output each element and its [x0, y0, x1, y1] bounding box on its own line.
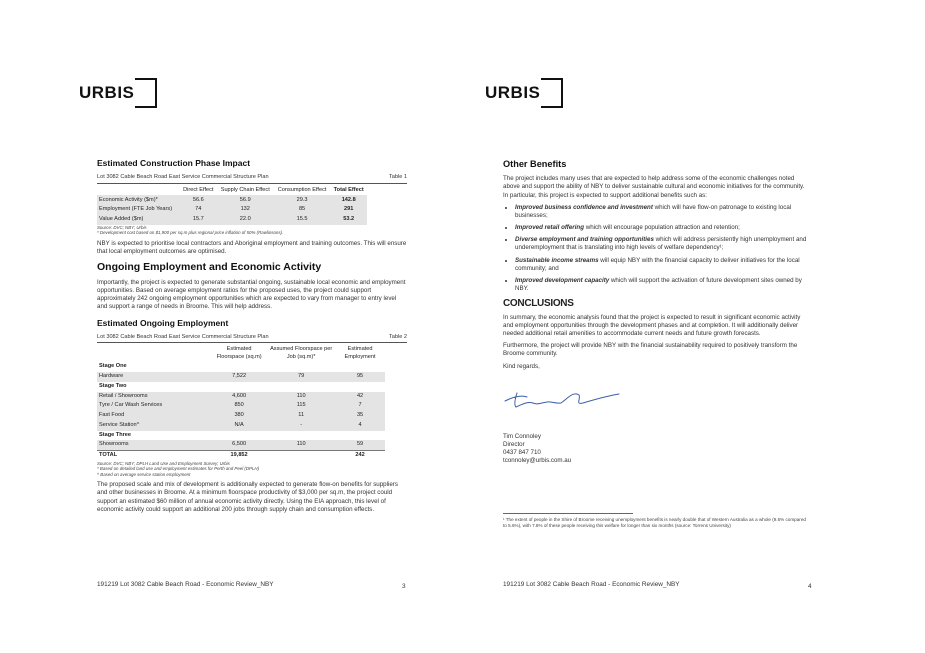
- table1-header-cell: [97, 186, 180, 196]
- benefit-item: [515, 236, 811, 252]
- table2-stage-row: [97, 362, 385, 372]
- benefits-list: [503, 204, 811, 294]
- table1-header-cell: Total Effect: [333, 186, 364, 193]
- conclusions-title: CONCLUSIONS: [503, 298, 574, 310]
- benefit-text: which will encourage population attraction and retention;: [584, 224, 740, 232]
- table1-cell: Employment (FTE Job Years): [97, 205, 180, 215]
- logo-text: URBIS: [79, 83, 135, 102]
- ongoing-title: Ongoing Employment and Economic Activity: [97, 260, 322, 273]
- table1-cell: 15.7: [180, 215, 217, 225]
- paragraph-ongoing: Importantly, the project is expected to generate substantial ongoing, sustainable local economic and employment opportunities. Based on average employment ratios for the proposed uses, the project could support approximately 242 ongoing employment opportunities which are expected to vary from manager to entry level and support a range of needs in Broome. This will help address.: [97, 278, 406, 311]
- signatory-email[interactable]: tconnoley@urbis.com.au: [503, 457, 572, 465]
- table2-caption: Lot 3082 Cable Beach Road East Service Commercial Structure Plan Table 2: [97, 334, 407, 343]
- logo-text: URBIS: [485, 83, 541, 102]
- table1-row: [97, 205, 367, 215]
- table1-cell: 15.5: [274, 215, 331, 225]
- table1-cell: 291: [330, 205, 367, 215]
- table2-cell: 79: [267, 372, 335, 382]
- table2-stage-row: [97, 431, 385, 441]
- table2-header-row: [97, 345, 385, 362]
- signatory-name: Tim Connoley: [503, 432, 541, 440]
- table2-cell: 242: [355, 452, 365, 459]
- benefit-heading: Diverse employment and training opportunities: [515, 236, 654, 244]
- table1-header-row: [97, 186, 367, 196]
- table2-stage-row: [97, 382, 385, 392]
- ongoing-employment-table: [97, 345, 385, 461]
- table2-cell: -: [267, 421, 335, 431]
- table1-cell: 85: [274, 205, 331, 215]
- table1-cell: Value Added ($m): [97, 215, 180, 225]
- table1-cell: 22.0: [217, 215, 274, 225]
- page-3: [0, 0, 462, 653]
- table2-cell: 42: [335, 392, 385, 402]
- table1-cell: 142.8: [330, 195, 367, 205]
- page-3-footer: 191219 Lot 3082 Cable Beach Road - Economic Review_NBY: [97, 581, 274, 588]
- table2-cell: [335, 362, 385, 372]
- table1-header-cell: Consumption Effect: [277, 186, 327, 193]
- table2-row: [97, 401, 385, 411]
- table2-header-cell: Assumed Floorspace per Job (sq.m)*: [270, 346, 333, 360]
- benefit-heading: Improved development capacity: [515, 277, 610, 285]
- table1-header-cell: Direct Effect: [183, 186, 214, 193]
- table1-notes: Source: DVC; NBY; Urbis * Development cost based on $1,900 per sq.m plus regional price inflation of 50% (Rawlinsons).: [97, 224, 284, 236]
- table2-cell: 35: [335, 411, 385, 421]
- table2-cell: Stage One: [99, 363, 127, 370]
- benefit-item: [515, 224, 811, 232]
- page-4-footer: 191219 Lot 3082 Cable Beach Road - Economic Review_NBY: [503, 581, 680, 588]
- logo-box-mark: [135, 78, 157, 108]
- table2-cell: [335, 382, 385, 392]
- benefit-text: which will address persistently high unemployment and underemployment that is translating into high levels of welfare dependency¹;: [515, 236, 807, 252]
- table2-header-cell: Estimated Employment: [344, 346, 376, 360]
- table2-notes: Source: DVC; NBY; DPLH Land Use and Employment Survey; Urbis * Based on detailed land use and employment estimates for Perth and Peel (DPLH) ^ Based on average service station employment: [97, 460, 260, 477]
- table2-cell: [267, 451, 335, 461]
- table1-row: [97, 215, 367, 225]
- table2-cell: 850: [211, 401, 267, 411]
- table1-cell: Economic Activity ($m)*: [97, 195, 180, 205]
- table2-row: [97, 392, 385, 402]
- table2-cell: 380: [211, 411, 267, 421]
- table2-cell: [267, 431, 335, 441]
- table2-cell: [335, 431, 385, 441]
- table2-row: [97, 421, 385, 431]
- paragraph-local-employment: NBY is expected to prioritise local contractors and Aboriginal employment and training outcomes. This will ensure that local employment outcomes are optimised.: [97, 239, 407, 255]
- table2-cell: Showrooms: [97, 440, 211, 450]
- table2-cell: [267, 362, 335, 372]
- table2-cell: 4,600: [211, 392, 267, 402]
- table2-cell: 115: [267, 401, 335, 411]
- table2-cell: Retail / Showrooms: [97, 392, 211, 402]
- benefit-item: [515, 204, 811, 220]
- table1-cell: 74: [180, 205, 217, 215]
- table2-cell: Stage Three: [99, 431, 132, 438]
- table2-cell: Tyre / Car Wash Services: [97, 401, 211, 411]
- urbis-logo-page4: [485, 78, 563, 108]
- paragraph-flow-on: The proposed scale and mix of development is additionally expected to generate flow-on benefits for suppliers and other businesses in Broome. At a minimum floorspace productivity of $3,000 per sq.m, the project could support an estimated $60 million of annual economic activity directly. Using the EIA approach, this level of economic activity could support an additional 200 jobs through supply chain and consumption effects.: [97, 481, 398, 513]
- signature: [503, 385, 811, 411]
- page-4: [462, 0, 924, 653]
- table2-total-row: [97, 451, 385, 461]
- construction-impact-table: [97, 186, 367, 225]
- table2-cell: TOTAL: [99, 452, 118, 459]
- benefit-heading: Improved retail offering: [515, 224, 584, 232]
- benefit-heading: Improved business confidence and investment: [515, 203, 653, 211]
- table2-cell: 6,500: [211, 440, 267, 450]
- benefit-item: [515, 277, 811, 293]
- signatory-phone: 0437 847 710: [503, 449, 541, 457]
- footnote: ¹ The extent of people in the Shire of Broome receiving unemployment benefits is nearly double that of Western Australia as a whole (9.5% compared to 5.6%), with 7.8% of these people receiving this welfare for longer than six months (source: Torrens University): [503, 517, 806, 529]
- other-benefits-title: Other Benefits: [503, 159, 567, 169]
- urbis-logo: [79, 78, 157, 108]
- table2-cell: [211, 382, 267, 392]
- conclusion-paragraph-2: Furthermore, the project will provide NBY with the financial sustainability required to positively transform the Broome community.: [503, 342, 798, 358]
- table2-cell: 7,522: [211, 372, 267, 382]
- table2-cell: Fast Food: [97, 411, 211, 421]
- table2-cell: [211, 362, 267, 372]
- table1-cell: 53.2: [330, 215, 367, 225]
- table2-row: [97, 440, 385, 450]
- page-3-number: 3: [402, 583, 406, 590]
- signature-drawing: [503, 385, 623, 411]
- benefit-text: will equip NBY with the financial capacity to deliver initiatives for the local community; and: [515, 256, 800, 272]
- signatory-title: Director: [503, 440, 525, 448]
- table1-row: [97, 195, 367, 205]
- table1-cell: 132: [217, 205, 274, 215]
- table1-cell: 29.3: [274, 195, 331, 205]
- benefit-heading: Sustainable income streams: [515, 256, 599, 264]
- ongoing-employment-title: Estimated Ongoing Employment: [97, 317, 229, 328]
- table2-row: [97, 372, 385, 382]
- table2-cell: Service Station^: [97, 421, 211, 431]
- table2-cell: N/A: [211, 421, 267, 431]
- logo-box-mark: [541, 78, 563, 108]
- table1-caption: Lot 3082 Cable Beach Road East Service Commercial Structure Plan Table 1: [97, 174, 407, 183]
- table2-cell: Stage Two: [99, 382, 127, 389]
- conclusion-paragraph-1: In summary, the economic analysis found that the project is expected to result in significant economic activity and employment opportunities through the development phases and at completion. It will additionally deliver needed additional retail amenities to accommodate current needs and future growth forecasts.: [503, 313, 801, 337]
- table2-header-cell: Estimated Floorspace (sq.m): [216, 346, 262, 360]
- other-benefits-intro: The project includes many uses that are expected to help address some of the economic challenges noted above and support the ability of NBY to deliver sustainable cultural and economic initiatives for the community. In particular, this project is expected to support additional benefits such as:: [503, 175, 805, 199]
- benefit-item: [515, 257, 811, 273]
- table2-cell: 19,852: [230, 452, 248, 459]
- table1-header-cell: Supply Chain Effect: [220, 186, 270, 193]
- benefit-text: which will have flow-on patronage to existing local businesses;: [515, 203, 792, 219]
- page-3-content: [97, 158, 407, 518]
- table2-cell: 59: [335, 440, 385, 450]
- table2-cell: 4: [335, 421, 385, 431]
- table2-cell: Hardware: [97, 372, 211, 382]
- construction-title: Estimated Construction Phase Impact: [97, 158, 251, 168]
- table2-cell: 95: [335, 372, 385, 382]
- kind-regards: Kind regards,: [503, 362, 540, 370]
- table2-row: [97, 411, 385, 421]
- table2-header-cell: [97, 345, 211, 362]
- page-4-content: [503, 158, 811, 529]
- table2-cell: 11: [267, 411, 335, 421]
- benefit-text: which will support the activation of future development sites owned by NBY.: [515, 277, 802, 293]
- table2-cell: 7: [335, 401, 385, 411]
- table2-cell: [267, 382, 335, 392]
- table2-cell: [211, 431, 267, 441]
- page-4-number: 4: [808, 583, 812, 590]
- table2-cell: 110: [267, 392, 335, 402]
- table2-cell: 110: [267, 440, 335, 450]
- table1-cell: 56.9: [217, 195, 274, 205]
- table1-cell: 56.6: [180, 195, 217, 205]
